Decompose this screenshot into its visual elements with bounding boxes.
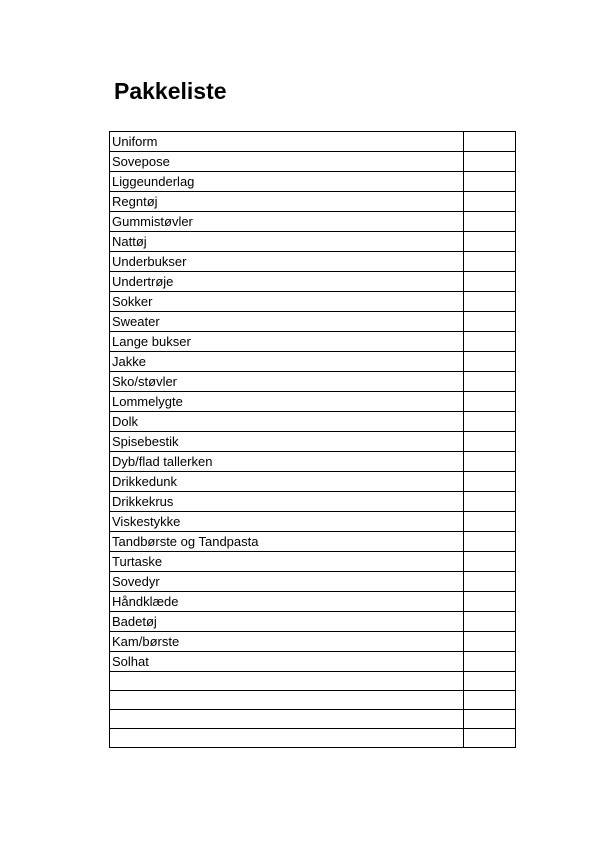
table-row: [110, 292, 516, 312]
item-name-cell: Undertrøje: [110, 272, 464, 292]
item-name-cell: [110, 710, 464, 729]
check-cell: [464, 312, 516, 332]
check-cell: [464, 592, 516, 612]
item-name-cell: Jakke: [110, 352, 464, 372]
item-name-cell: Uniform: [110, 132, 464, 152]
check-cell: [464, 272, 516, 292]
table-row: [110, 512, 516, 532]
table-row: [110, 192, 516, 212]
check-cell: [464, 132, 516, 152]
check-cell: [464, 492, 516, 512]
packing-list-table: [109, 131, 516, 748]
check-cell: [464, 532, 516, 552]
item-name-cell: Turtaske: [110, 552, 464, 572]
item-name-cell: Drikkekrus: [110, 492, 464, 512]
check-cell: [464, 292, 516, 312]
table-row: [110, 432, 516, 452]
page-title: Pakkeliste: [114, 78, 227, 104]
table-row: [110, 132, 516, 152]
table-row: [110, 572, 516, 592]
item-name-cell: Sovepose: [110, 152, 464, 172]
check-cell: [464, 729, 516, 748]
table-row: [110, 612, 516, 632]
table-row: [110, 492, 516, 512]
item-name-cell: Regntøj: [110, 192, 464, 212]
item-name-cell: Gummistøvler: [110, 212, 464, 232]
check-cell: [464, 372, 516, 392]
table-row: [110, 652, 516, 672]
table-row: [110, 552, 516, 572]
item-name-cell: Nattøj: [110, 232, 464, 252]
check-cell: [464, 691, 516, 710]
table-row: [110, 672, 516, 691]
table-row: [110, 532, 516, 552]
table-row: [110, 252, 516, 272]
table-row: [110, 172, 516, 192]
item-name-cell: Tandbørste og Tandpasta: [110, 532, 464, 552]
item-name-cell: Dolk: [110, 412, 464, 432]
check-cell: [464, 612, 516, 632]
check-cell: [464, 512, 516, 532]
item-name-cell: Sweater: [110, 312, 464, 332]
table-row: [110, 592, 516, 612]
check-cell: [464, 552, 516, 572]
item-name-cell: Viskestykke: [110, 512, 464, 532]
packing-list-body: [110, 132, 516, 748]
table-row: [110, 412, 516, 432]
item-name-cell: Sovedyr: [110, 572, 464, 592]
table-row: [110, 312, 516, 332]
check-cell: [464, 412, 516, 432]
table-row: [110, 372, 516, 392]
table-row: [110, 352, 516, 372]
table-row: [110, 729, 516, 748]
item-name-cell: Spisebestik: [110, 432, 464, 452]
table-row: [110, 472, 516, 492]
check-cell: [464, 472, 516, 492]
item-name-cell: Kam/børste: [110, 632, 464, 652]
item-name-cell: [110, 729, 464, 748]
table-row: [110, 392, 516, 412]
check-cell: [464, 252, 516, 272]
table-row: [110, 212, 516, 232]
item-name-cell: Underbukser: [110, 252, 464, 272]
check-cell: [464, 672, 516, 691]
check-cell: [464, 710, 516, 729]
check-cell: [464, 652, 516, 672]
item-name-cell: Sokker: [110, 292, 464, 312]
item-name-cell: Sko/støvler: [110, 372, 464, 392]
check-cell: [464, 232, 516, 252]
table-row: [110, 710, 516, 729]
item-name-cell: Drikkedunk: [110, 472, 464, 492]
item-name-cell: [110, 691, 464, 710]
check-cell: [464, 352, 516, 372]
table-row: [110, 691, 516, 710]
check-cell: [464, 192, 516, 212]
check-cell: [464, 332, 516, 352]
check-cell: [464, 212, 516, 232]
item-name-cell: Liggeunderlag: [110, 172, 464, 192]
check-cell: [464, 452, 516, 472]
check-cell: [464, 572, 516, 592]
item-name-cell: Håndklæde: [110, 592, 464, 612]
table-row: [110, 232, 516, 252]
check-cell: [464, 632, 516, 652]
table-row: [110, 332, 516, 352]
item-name-cell: Lange bukser: [110, 332, 464, 352]
table-row: [110, 272, 516, 292]
check-cell: [464, 152, 516, 172]
table-row: [110, 632, 516, 652]
check-cell: [464, 432, 516, 452]
table-row: [110, 452, 516, 472]
item-name-cell: Dyb/flad tallerken: [110, 452, 464, 472]
table-row: [110, 152, 516, 172]
item-name-cell: Lommelygte: [110, 392, 464, 412]
item-name-cell: [110, 672, 464, 691]
item-name-cell: Badetøj: [110, 612, 464, 632]
check-cell: [464, 172, 516, 192]
item-name-cell: Solhat: [110, 652, 464, 672]
check-cell: [464, 392, 516, 412]
